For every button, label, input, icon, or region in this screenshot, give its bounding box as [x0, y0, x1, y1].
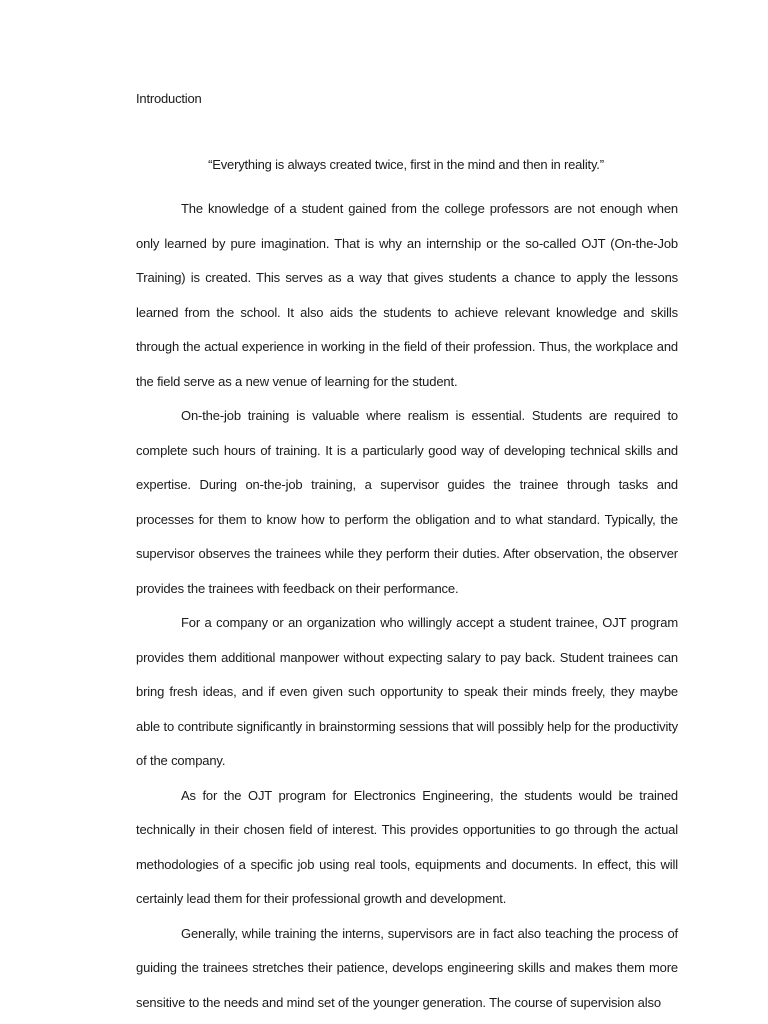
epigraph-quote: “Everything is always created twice, first in the mind and then in reality.” — [208, 157, 604, 172]
paragraph: Generally, while training the interns, supervisors are in fact also teaching the process of guiding the trainees stretches their patience, develops engineering skills and makes them more sensitive to the needs and mind set of the younger generation. The course of supervision also — [136, 925, 678, 1010]
body-text — [136, 192, 678, 1020]
paragraph: On-the-job training is valuable where realism is essential. Students are required to complete such hours of training. It is a particularly good way of developing technical skills and expertise. During on-the-job training, a supervisor guides the trainee through tasks and processes for them to know how to perform the obligation and to what standard. Typically, the supervisor observes the trainees while they perform their duties. After observation, the observer provides the trainees with feedback on their performance. — [136, 408, 678, 596]
paragraph: For a company or an organization who willingly accept a student trainee, OJT program provides them additional manpower without expecting salary to pay back. Student trainees can bring fresh ideas, and if even given such opportunity to speak their minds freely, they maybe able to contribute significantly in brainstorming sessions that will possibly help for the productivity of the company. — [136, 615, 678, 768]
section-heading: Introduction — [136, 91, 202, 106]
paragraph: As for the OJT program for Electronics Engineering, the students would be trained technically in their chosen field of interest. This provides opportunities to go through the actual methodologies of a specific job using real tools, equipments and documents. In effect, this will certainly lead them for their professional growth and development. — [136, 787, 678, 906]
paragraph: The knowledge of a student gained from the college professors are not enough when only learned by pure imagination. That is why an internship or the so-called OJT (On-the-Job Training) is created. This serves as a way that gives students a chance to apply the lessons learned from the school. It also aids the students to achieve relevant knowledge and skills through the actual experience in working in the field of their profession. Thus, the workplace and the field serve as a new venue of learning for the student. — [136, 201, 678, 389]
